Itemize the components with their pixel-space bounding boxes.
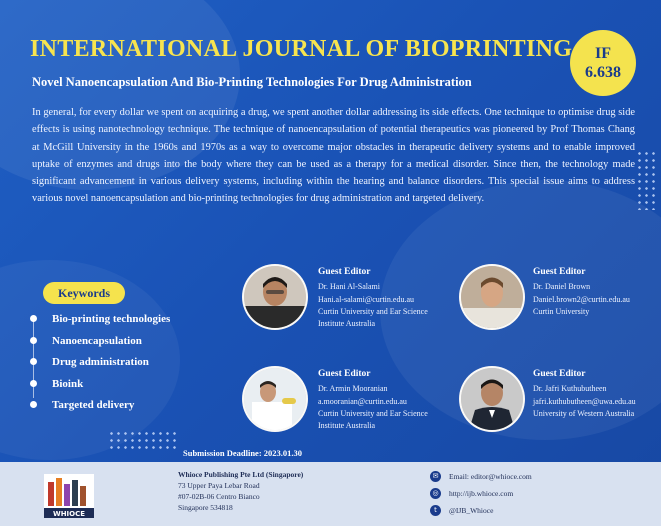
- keyword-text: Bio-printing technologies: [52, 313, 171, 325]
- decor-dots: [108, 430, 178, 452]
- svg-text:WHIOCE: WHIOCE: [52, 510, 86, 518]
- publisher-address-line: 73 Upper Paya Lebar Road: [178, 481, 260, 490]
- keywords-list: [30, 311, 170, 419]
- editor-name: Dr. Jafri Kuthubutheen: [533, 384, 607, 394]
- editor-affiliation: Curtin University: [533, 306, 590, 316]
- editor-name: Dr. Armin Mooranian: [318, 384, 388, 394]
- decor-dots: [636, 150, 658, 210]
- guest-editor-card: [533, 266, 630, 318]
- editor-affiliation: University of Western Australia: [533, 408, 635, 418]
- editor-role: Guest Editor: [318, 267, 371, 277]
- keyword-item: [30, 376, 170, 398]
- editor-photo-mooranian: [242, 366, 308, 432]
- contact-email-text: Email: editor@whioce.com: [449, 472, 532, 481]
- editor-photo-al-salami: [242, 264, 308, 330]
- keyword-text: Bioink: [52, 377, 84, 390]
- editor-email[interactable]: Daniel.brown2@curtin.edu.au: [533, 294, 630, 304]
- contact-website-text: http://ijb.whioce.com: [449, 489, 514, 498]
- impact-factor-badge: [570, 30, 636, 96]
- if-label: IF: [595, 45, 611, 62]
- publisher-address-line: Singapore 534818: [178, 503, 233, 512]
- bullet-icon: [30, 358, 37, 365]
- editor-name: Dr. Hani Al-Salami: [318, 282, 380, 292]
- contact-twitter-text: @IJB_Whioce: [449, 506, 494, 515]
- bullet-icon: [30, 401, 37, 408]
- keyword-text: Targeted delivery: [52, 399, 135, 411]
- submission-deadline: Submission Deadline: 2023.01.30: [183, 448, 303, 458]
- editor-role: Guest Editor: [318, 369, 371, 379]
- bullet-icon: [30, 315, 37, 322]
- bullet-icon: [30, 380, 37, 387]
- editor-affiliation: Institute Australia: [318, 421, 376, 431]
- keyword-item: [30, 311, 170, 333]
- bullet-icon: [30, 337, 37, 344]
- contact-email[interactable]: [430, 471, 532, 482]
- if-value: 6.638: [585, 64, 621, 81]
- keyword-item: [30, 333, 170, 355]
- globe-icon: ◎: [430, 488, 441, 499]
- publisher-name: Whioce Publishing Pte Ltd (Singapore): [178, 470, 304, 479]
- editor-email[interactable]: Hani.al-salami@curtin.edu.au: [318, 294, 414, 304]
- mail-icon: ✉: [430, 471, 441, 482]
- editor-email[interactable]: a.mooranian@curtin.edu.au: [318, 396, 407, 406]
- keyword-text: Nanoencapsulation: [52, 334, 142, 347]
- publisher-address-line: #07-02B-06 Centro Bianco: [178, 492, 260, 501]
- keyword-item: [30, 354, 170, 376]
- editor-email[interactable]: jafri.kuthubutheen@uwa.edu.au: [533, 396, 636, 406]
- twitter-icon: t: [430, 505, 441, 516]
- editor-affiliation: Curtin University and Ear Science: [318, 408, 428, 418]
- keyword-text: Drug administration: [52, 356, 149, 368]
- journal-title: INTERNATIONAL JOURNAL OF BIOPRINTING: [30, 36, 573, 62]
- footer-bar: [0, 462, 661, 526]
- keywords-heading: Keywords: [43, 282, 125, 304]
- intro-paragraph: In general, for every dollar we spent on acquiring a drug, we spent another dollar addressing its side effects. One technique to optimise drug side effects is using nanotechnology technique. The technique of nanoencapsulation of potential therapeutics was pioneered by Prof Thomas Chang at McGill University in the 1960s and 1970s as a way to overcome major obstacles in therapeutic delivery systems and to enable improved uptake of enzymes and drugs into the body where they can be used as a therapy for a medical disorder. Since then, the technology made significant advancement in various delivery systems, including within the hearing and balance disorders. This special issue aims to address various novel nanoencapsulation and bio-printing technologies for drug administration and targeted delivery.: [32, 107, 635, 205]
- publisher-info: [178, 469, 303, 513]
- guest-editor-card: [533, 368, 636, 420]
- guest-editor-card: [318, 368, 428, 432]
- editor-photo-kuthubutheen: [459, 366, 525, 432]
- publisher-logo: [40, 470, 98, 522]
- editor-role: Guest Editor: [533, 267, 586, 277]
- editor-affiliation: Institute Australia: [318, 319, 376, 329]
- keyword-item: [30, 397, 170, 419]
- contact-twitter[interactable]: [430, 505, 493, 516]
- guest-editor-card: [318, 266, 428, 330]
- editor-name: Dr. Daniel Brown: [533, 282, 591, 292]
- editor-role: Guest Editor: [533, 369, 586, 379]
- editor-affiliation: Curtin University and Ear Science: [318, 306, 428, 316]
- contact-website[interactable]: [430, 488, 513, 499]
- editor-photo-brown: [459, 264, 525, 330]
- special-issue-title: Novel Nanoencapsulation And Bio-Printing Technologies For Drug Administration: [32, 75, 472, 89]
